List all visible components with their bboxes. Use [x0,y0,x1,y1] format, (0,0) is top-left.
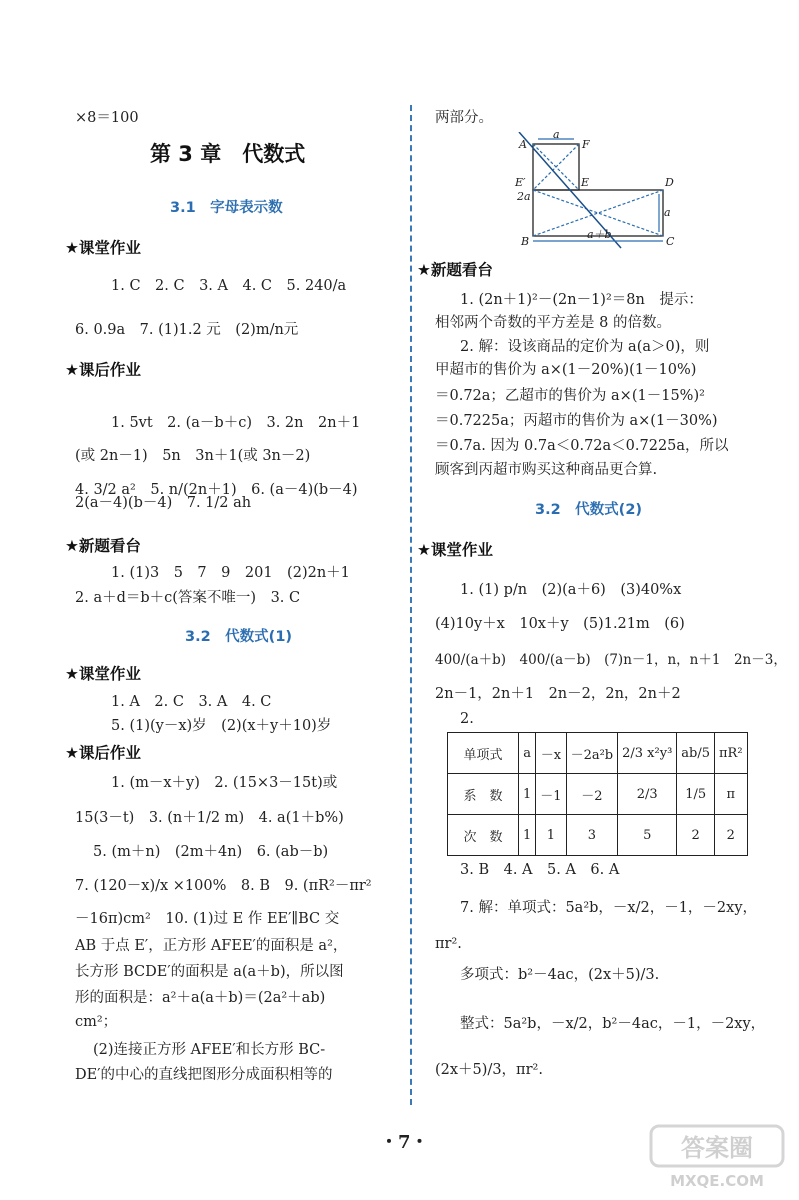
answer-line: 长方形 BCDE′的面积是 a(a＋b)，所以图 [75,964,344,980]
answer-line: 7. (120－x)/x ×100% 8. B 9. (πR²－πr² [75,878,372,894]
label-F: F [582,138,590,151]
label-A: A [519,138,527,151]
section-heading: ★课后作业 [65,744,141,762]
answer-line: 1. C 2. C 3. A 4. C 5. 240/a [111,278,347,294]
answer-line: (2)连接正方形 AFEE′和长方形 BC- [93,1042,326,1058]
answer-line: 1. A 2. C 3. A 4. C [111,694,272,710]
label-D: D [665,176,674,189]
section-title: 3.2 代数式(2) [535,502,643,518]
text-line: ×8＝100 [75,110,139,126]
label-B: B [521,235,530,248]
column-divider [410,105,412,1105]
table-cell: ab/5 [677,733,715,774]
answer-line: (2x＋5)/3，πr². [435,1062,543,1078]
answer-line: DE′的中心的直线把图形分成面积相等的 [75,1067,333,1083]
label-left-2a: 2a [517,190,531,203]
answer-line: 1. (1)3 5 7 9 201 (2)2n＋1 [111,565,350,581]
section-title: 3.1 字母表示数 [170,200,283,216]
chapter-title: 第 3 章 代数式 [150,142,306,166]
table-cell: 1 [536,815,566,856]
label-E1: E′ [515,176,526,189]
table-cell: －2 [566,774,618,815]
answer-line: 4. 3/2 a² 5. n/(2n＋1) 6. (a－4)(b－4) [75,482,358,498]
table-cell: 1 [519,774,536,815]
label-top-a: a [553,132,560,141]
table-cell: 2 [715,815,748,856]
answer-line: 6. 0.9a 7. (1)1.2 元 (2)m/n元 [75,322,299,338]
answer-line: (或 2n－1) 5n 3n＋1(或 3n－2) [75,448,311,464]
answer-line: 形的面积是：a²＋a(a＋b)＝(2a²＋ab) [75,990,326,1006]
table-cell: 系 数 [448,774,519,815]
table-cell: 单项式 [448,733,519,774]
svg-text:答案圈: 答案圈 [681,1134,753,1162]
answer-line: 1. (2n＋1)²－(2n－1)²＝8n 提示： [460,292,703,308]
answer-line: 2. [460,711,474,727]
table-row [448,774,748,815]
answer-line: 2. a＋d＝b＋c(答案不唯一) 3. C [75,590,301,606]
table-cell: －2a²b [566,733,618,774]
answer-line: 2(a－4)(b－4) 7. 1/2 ah [75,495,252,511]
answer-line: 相邻两个奇数的平方差是 8 的倍数。 [435,315,671,331]
answer-line: 1. (1) p/n (2)(a＋6) (3)40%x [460,582,682,598]
answer-line: 1. (m－x＋y) 2. (15×3－15t)或 [111,775,338,791]
answer-line: 多项式：b²－4ac，(2x＋5)/3. [460,967,660,983]
label-right-a: a [664,206,671,219]
table-cell: πR² [715,733,748,774]
section-heading: ★课堂作业 [65,665,141,683]
section-title: 3.2 代数式(1) [185,629,293,645]
answer-line: 3. B 4. A 5. A 6. A [460,862,620,878]
table-row [448,733,748,774]
svg-text:MXQE.COM: MXQE.COM [670,1172,764,1190]
answer-line: 整式：5a²b，－x/2，b²－4ac，－1，－2xy， [460,1016,766,1032]
section-heading: ★课堂作业 [65,239,141,257]
answer-line: 400/(a＋b) 400/(a－b) (7)n－1，n，n＋1 2n－3， [435,652,787,668]
label-bottom: a＋b [587,228,612,241]
answer-line: 顾客到丙超市购买这种商品更合算. [435,462,658,478]
answer-line: 2. 解：设该商品的定价为 a(a＞0)，则 [460,339,710,355]
answer-line: ＝0.72a；乙超市的售价为 a×(1－15%)² [435,388,705,404]
answer-line: 5. (1)(y－x)岁 (2)(x＋y＋10)岁 [111,718,332,734]
answer-line: 1. 5vt 2. (a－b＋c) 3. 2n 2n＋1 [111,415,361,431]
table-cell: －x [536,733,566,774]
table-cell: 2 [677,815,715,856]
section-heading: ★课后作业 [65,361,141,379]
monomial-table [447,732,748,856]
answer-line: －16π)cm² 10. (1)过 E 作 EE′∥BC 交 [75,911,340,927]
label-E: E [581,176,590,189]
answer-line: ＝0.7225a；丙超市的售价为 a×(1－30%) [435,413,718,429]
answer-line: 甲超市的售价为 a×(1－20%)(1－10%) [435,362,697,378]
text-line: 两部分。 [435,110,493,126]
table-cell: 次 数 [448,815,519,856]
table-cell: π [715,774,748,815]
section-heading: ★新题看台 [65,537,141,555]
table-cell: 2/3 x²y³ [618,733,677,774]
answer-line: πr². [435,936,462,952]
answer-line: 2n－1，2n＋1 2n－2，2n，2n＋2 [435,686,681,702]
table-cell: 1 [519,815,536,856]
answer-line: cm²； [75,1014,118,1030]
table-cell: 5 [618,815,677,856]
section-heading: ★课堂作业 [417,541,493,559]
answer-line: (4)10y＋x 10x＋y (5)1.21m (6) [435,616,685,632]
label-C: C [666,235,675,248]
geometry-figure [511,132,681,250]
answer-line: AB 于点 E′，正方形 AFEE′的面积是 a²， [75,938,348,954]
answer-line: 15(3－t) 3. (n＋1/2 m) 4. a(1＋b%) [75,810,344,826]
page-number: ・7・ [380,1132,429,1153]
table-cell: 3 [566,815,618,856]
answer-line: ＝0.7a. 因为 0.7a＜0.72a＜0.7225a，所以 [435,438,729,454]
section-heading: ★新题看台 [417,261,493,279]
watermark-logo [647,1122,787,1192]
answer-line: 7. 解：单项式：5a²b，－x/2，－1，－2xy， [460,900,758,916]
table-row [448,815,748,856]
answer-line: 5. (m＋n) (2m＋4n) 6. (ab－b) [93,844,329,860]
table-cell: 1/5 [677,774,715,815]
table-cell: 2/3 [618,774,677,815]
table-cell: －1 [536,774,566,815]
table-cell: a [519,733,536,774]
